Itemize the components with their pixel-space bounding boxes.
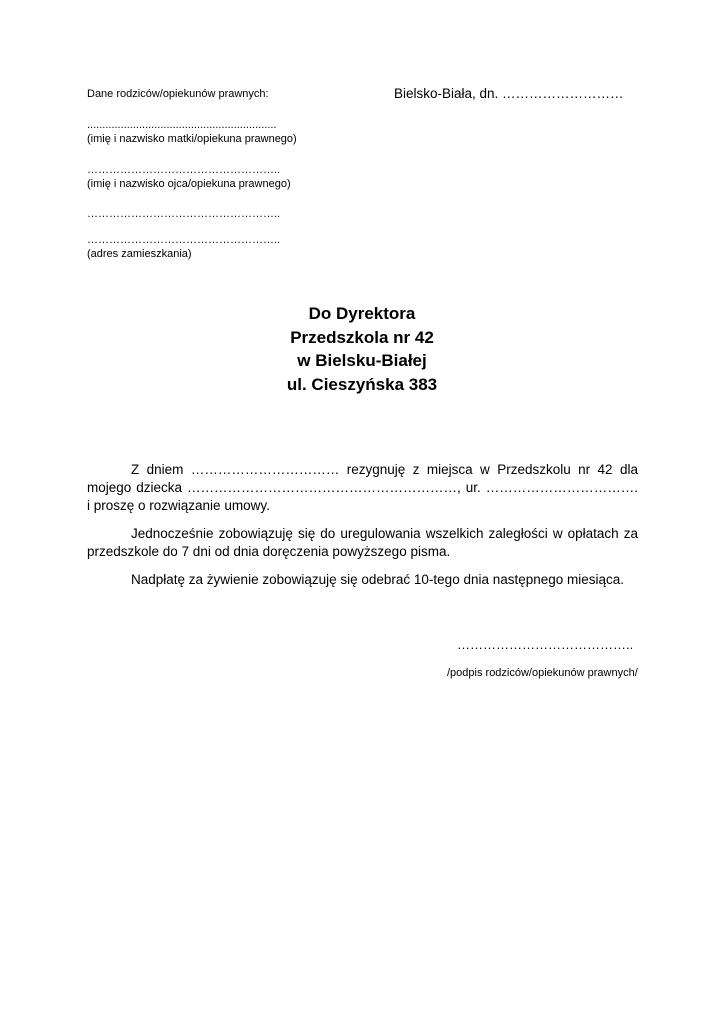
resignation-line-1: Z dniem …………………………… rezygnuję z miejsca w Przedszkolu nr 42 dla xyxy=(131,462,638,477)
addressee-line-4: ul. Cieszyńska 383 xyxy=(286,374,438,394)
addressee-line-1: Do Dyrektora xyxy=(308,304,416,323)
address-line-2-field xyxy=(87,233,280,261)
resignation-line-3: i proszę o rozwiązanie umowy. xyxy=(87,498,270,513)
address-line-2-dots: …………………………………………….. xyxy=(87,234,281,246)
addressee-line-3: w Bielsku-Białej xyxy=(297,351,427,370)
address-caption: (adres zamieszkania) xyxy=(87,248,192,260)
father-name-caption: (imię i nazwisko ojca/opiekuna prawnego) xyxy=(87,178,291,190)
signature-caption: /podpis rodziców/opiekunów prawnych/ xyxy=(447,667,638,679)
mother-name-field xyxy=(87,118,297,146)
addressee-line-2: Przedszkola nr 42 xyxy=(290,327,434,347)
father-name-field xyxy=(87,163,291,191)
parents-data-label: Dane rodziców/opiekunów prawnych: xyxy=(87,88,269,100)
signature-dots: ………………………………….. xyxy=(457,637,634,652)
father-name-dots: …………………………………………….. xyxy=(87,164,281,176)
mother-name-dots: .............................................................. xyxy=(87,119,277,131)
resignation-line-2: mojego dziecka ……………………………………………………, ur. ……………………………. xyxy=(87,480,638,495)
mother-name-caption: (imię i nazwisko matki/opiekuna prawnego) xyxy=(87,133,297,145)
overpayment-paragraph: Nadpłatę za żywienie zobowiązuję się odebrać 10-tego dnia następnego miesiąca. xyxy=(131,572,625,587)
letter-body xyxy=(87,461,638,589)
resignation-paragraph xyxy=(87,461,638,515)
obligation-paragraph: Jednocześnie zobowiązuję się do uregulowania wszelkich zaległości w opłatach za przedszkole do 7 dni od dnia doręczenia powyższego pisma. xyxy=(87,526,638,559)
address-line-1-field xyxy=(87,207,280,221)
address-line-1-dots: …………………………………………….. xyxy=(87,208,281,220)
place-date-line: Bielsko-Biała, dn. ……………………… xyxy=(394,86,624,101)
addressee-block xyxy=(0,302,724,396)
